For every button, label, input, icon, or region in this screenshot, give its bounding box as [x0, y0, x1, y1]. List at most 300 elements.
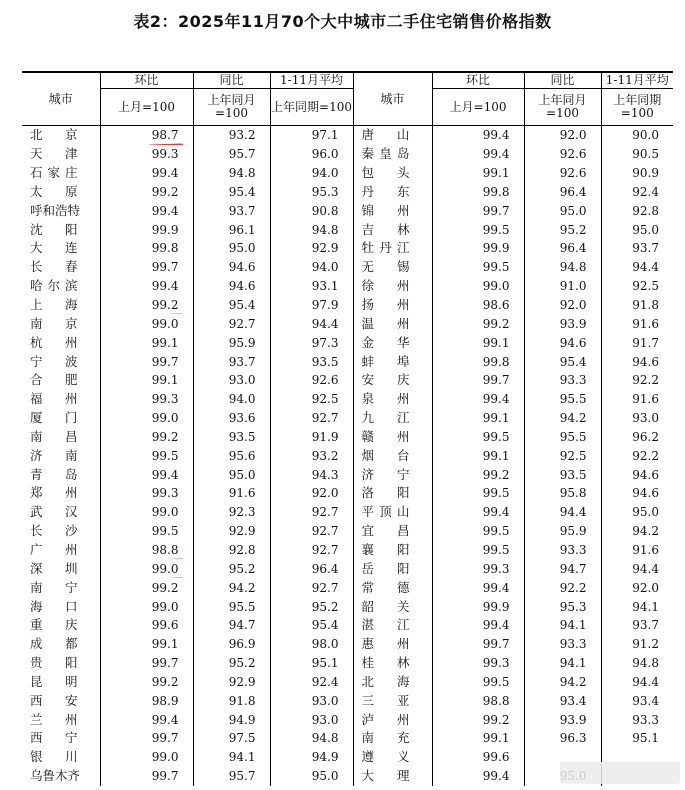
table-row	[22, 352, 673, 371]
cell-avg-left: 96.0	[270, 145, 353, 164]
cell-mom-left: 99.4	[100, 164, 193, 183]
cell-avg-left: 93.2	[270, 446, 353, 465]
cell-yoy-right: 95.3	[524, 597, 601, 616]
cell-avg-left: 95.1	[270, 654, 353, 673]
cell-city-left: 太 原	[30, 183, 78, 199]
cell-city-left: 合 肥	[30, 372, 78, 388]
cell-mom-right: 99.2	[432, 710, 524, 729]
cell-city-left: 宁 波	[30, 353, 78, 369]
cell-avg-left: 93.0	[270, 710, 353, 729]
cell-avg-left: 92.9	[270, 239, 353, 258]
cell-yoy-left: 94.1	[193, 748, 270, 767]
cell-city-right: 遵 义	[353, 748, 432, 767]
cell-mom-right: 99.1	[432, 446, 524, 465]
cell-mom-right: 99.8	[432, 352, 524, 371]
cell-city-right: 金 华	[353, 333, 432, 352]
cell-city-right: 桂 林	[353, 654, 432, 673]
cell-avg-left: 92.4	[270, 672, 353, 691]
cell-yoy-left: 94.9	[193, 710, 270, 729]
cell-yoy-left: 94.6	[193, 277, 270, 296]
cell-yoy-right: 96.4	[524, 183, 601, 202]
cell-yoy-right: 92.6	[524, 164, 601, 183]
cell-mom-right: 99.7	[432, 201, 524, 220]
cell-avg-left: 95.2	[270, 597, 353, 616]
cell-yoy-right: 95.4	[524, 352, 601, 371]
cell-city-left: 上 海	[30, 297, 78, 313]
cell-mom-left: 99.2	[100, 183, 193, 202]
table-row	[22, 654, 673, 673]
table-row	[22, 691, 673, 710]
cell-avg-right: 93.7	[601, 239, 673, 258]
table-row	[22, 314, 673, 333]
cell-yoy-left: 92.7	[193, 314, 270, 333]
table-row	[22, 390, 673, 409]
cell-avg-right: 91.2	[601, 635, 673, 654]
cell-mom-right: 99.6	[432, 748, 524, 767]
cell-yoy-right: 94.1	[524, 654, 601, 673]
cell-mom-right: 99.5	[432, 541, 524, 560]
cell-yoy-left: 95.4	[193, 183, 270, 202]
cell-yoy-right: 95.5	[524, 428, 601, 447]
cell-avg-left: 92.7	[270, 503, 353, 522]
cell-city-left: 厦 门	[30, 410, 78, 426]
cell-yoy-left: 96.9	[193, 635, 270, 654]
cell-yoy-right: 91.0	[524, 277, 601, 296]
cell-avg-left: 94.0	[270, 164, 353, 183]
cell-mom-left: 99.7	[100, 352, 193, 371]
cell-mom-right: 99.5	[432, 672, 524, 691]
watermark-overlay	[560, 762, 680, 784]
cell-city-right: 赣 州	[353, 428, 432, 447]
cell-avg-left: 92.7	[270, 578, 353, 597]
cell-avg-right: 93.7	[601, 616, 673, 635]
cell-avg-right: 91.6	[601, 314, 673, 333]
cell-avg-right: 96.2	[601, 428, 673, 447]
cell-mom-left	[100, 126, 193, 145]
cell-mom-left: 99.7	[100, 767, 193, 786]
header-mom-left: 环比	[100, 72, 193, 89]
cell-city-right: 惠 州	[353, 635, 432, 654]
cell-mom-right: 99.4	[432, 126, 524, 145]
cell-yoy-left: 95.5	[193, 597, 270, 616]
cell-yoy-right: 92.2	[524, 578, 601, 597]
cell-city-left: 深 圳	[30, 560, 78, 576]
cell-mom-left: 99.7	[100, 654, 193, 673]
table-row	[22, 428, 673, 447]
cell-avg-left: 97.3	[270, 333, 353, 352]
table-row	[22, 296, 673, 315]
cell-mom-left: 99.9	[100, 220, 193, 239]
cell-yoy-left: 93.0	[193, 371, 270, 390]
table-row	[22, 465, 673, 484]
cell-mom-left: 99.3	[100, 145, 193, 164]
cell-city-right: 常 德	[353, 578, 432, 597]
cell-city-left: 石家庄	[30, 165, 78, 181]
header-city-left: 城市	[22, 72, 100, 126]
cell-yoy-left: 95.7	[193, 145, 270, 164]
cell-city-left: 长 春	[30, 259, 78, 275]
cell-avg-right: 94.2	[601, 522, 673, 541]
cell-city-left: 杭 州	[30, 334, 78, 350]
cell-city-left: 西 宁	[30, 730, 78, 746]
cell-yoy-right: 95.0	[524, 201, 601, 220]
cell-city-right: 无 锡	[353, 258, 432, 277]
cell-avg-right: 94.6	[601, 465, 673, 484]
cell-yoy-left: 91.8	[193, 691, 270, 710]
cell-yoy-right: 94.2	[524, 409, 601, 428]
header-mom-sub-left: 上月=100	[100, 89, 193, 126]
cell-mom-right: 99.3	[432, 654, 524, 673]
table-row	[22, 371, 673, 390]
table-row	[22, 541, 673, 560]
cell-mom-left: 99.3	[100, 390, 193, 409]
cell-city-left: 北 京	[30, 127, 78, 143]
cell-mom-left: 99.2	[100, 578, 193, 597]
table-row	[22, 277, 673, 296]
cell-city-right: 秦皇岛	[353, 145, 432, 164]
cell-mom-right: 99.7	[432, 635, 524, 654]
table-row	[22, 220, 673, 239]
cell-avg-left: 91.9	[270, 428, 353, 447]
cell-mom-right: 99.5	[432, 220, 524, 239]
cell-yoy-right: 93.3	[524, 541, 601, 560]
cell-city-right: 洛 阳	[353, 484, 432, 503]
table-row	[22, 616, 673, 635]
table-title: 表2：2025年11月70个大中城市二手住宅销售价格指数	[133, 12, 552, 31]
cell-city-right: 济 宁	[353, 465, 432, 484]
cell-yoy-left: 92.3	[193, 503, 270, 522]
cell-mom-right: 99.2	[432, 465, 524, 484]
cell-yoy-left: 93.7	[193, 201, 270, 220]
cell-avg-right: 94.4	[601, 258, 673, 277]
cell-mom-left: 99.4	[100, 710, 193, 729]
cell-avg-right: 95.0	[601, 503, 673, 522]
cell-avg-right: 92.4	[601, 183, 673, 202]
cell-yoy-left: 97.5	[193, 729, 270, 748]
cell-city-left: 呼和浩特	[30, 202, 81, 218]
cell-avg-left: 97.9	[270, 296, 353, 315]
cell-avg-right: 93.0	[601, 409, 673, 428]
cell-yoy-left: 93.6	[193, 409, 270, 428]
cell-mom-right: 99.4	[432, 145, 524, 164]
cell-yoy-left: 95.0	[193, 239, 270, 258]
cell-avg-left: 94.8	[270, 220, 353, 239]
table-row	[22, 484, 673, 503]
cell-city-right: 丹 东	[353, 183, 432, 202]
cell-yoy-right: 95.2	[524, 220, 601, 239]
cell-avg-right: 90.5	[601, 145, 673, 164]
cell-mom-left: 99.5	[100, 522, 193, 541]
cell-yoy-left: 95.4	[193, 296, 270, 315]
table-row	[22, 164, 673, 183]
cell-city-left: 大 连	[30, 240, 78, 256]
cell-city-left: 哈尔滨	[30, 278, 78, 294]
table-row	[22, 710, 673, 729]
cell-avg-left: 92.7	[270, 522, 353, 541]
cell-yoy-left: 93.5	[193, 428, 270, 447]
cell-avg-right: 90.0	[601, 126, 673, 145]
cell-mom-left: 99.5	[100, 446, 193, 465]
cell-city-right: 扬 州	[353, 296, 432, 315]
header-mom-right: 环比	[432, 72, 524, 89]
cell-yoy-left: 95.9	[193, 333, 270, 352]
cell-mom-right: 98.6	[432, 296, 524, 315]
cell-city-right: 蚌 埠	[353, 352, 432, 371]
cell-city-right: 安 庆	[353, 371, 432, 390]
cell-city-right: 牡丹江	[353, 239, 432, 258]
cell-avg-left: 92.6	[270, 371, 353, 390]
table-row	[22, 729, 673, 748]
cell-yoy-left: 91.6	[193, 484, 270, 503]
cell-city-left: 昆 明	[30, 673, 78, 689]
cell-avg-left: 90.8	[270, 201, 353, 220]
cell-mom-right: 99.4	[432, 390, 524, 409]
cell-city-left: 天 津	[30, 146, 78, 162]
highlight-mark: 99.2	[151, 298, 179, 313]
cell-avg-right: 94.6	[601, 352, 673, 371]
table-row	[22, 201, 673, 220]
highlight-mark: 99.0	[151, 561, 179, 576]
cell-avg-right: 90.9	[601, 164, 673, 183]
table-row	[22, 635, 673, 654]
cell-mom-left: 99.0	[100, 314, 193, 333]
cell-city-right: 锦 州	[353, 201, 432, 220]
table-row	[22, 145, 673, 164]
cell-yoy-right: 93.9	[524, 314, 601, 333]
cell-avg-left: 92.0	[270, 484, 353, 503]
cell-city-right: 平顶山	[353, 503, 432, 522]
cell-avg-right: 91.8	[601, 296, 673, 315]
header-yoy-left: 同比	[193, 72, 270, 89]
cell-yoy-right: 93.3	[524, 635, 601, 654]
cell-avg-left: 94.4	[270, 314, 353, 333]
table-row	[22, 522, 673, 541]
price-index-table	[22, 71, 673, 786]
cell-avg-left: 93.1	[270, 277, 353, 296]
cell-mom-left: 99.2	[100, 672, 193, 691]
table-row	[22, 239, 673, 258]
cell-city-right: 徐 州	[353, 277, 432, 296]
cell-mom-right: 99.3	[432, 559, 524, 578]
cell-yoy-left: 92.8	[193, 541, 270, 560]
cell-yoy-right: 93.5	[524, 465, 601, 484]
cell-mom-left: 99.7	[100, 729, 193, 748]
cell-yoy-left: 93.2	[193, 126, 270, 145]
cell-mom-right: 99.4	[432, 616, 524, 635]
cell-avg-left: 97.1	[270, 126, 353, 145]
cell-mom-left: 99.6	[100, 616, 193, 635]
cell-city-left: 重 庆	[30, 617, 78, 633]
cell-mom-left	[100, 559, 193, 578]
cell-mom-right: 99.5	[432, 522, 524, 541]
cell-city-left: 青 岛	[30, 466, 78, 482]
cell-mom-left: 99.4	[100, 465, 193, 484]
cell-city-left: 银 川	[30, 749, 78, 765]
cell-yoy-left: 94.0	[193, 390, 270, 409]
cell-avg-right: 92.0	[601, 578, 673, 597]
table-row	[22, 503, 673, 522]
cell-mom-right: 99.9	[432, 597, 524, 616]
cell-avg-right: 93.4	[601, 691, 673, 710]
cell-mom-right: 99.4	[432, 578, 524, 597]
cell-mom-right: 99.1	[432, 333, 524, 352]
cell-yoy-left: 94.8	[193, 164, 270, 183]
header-avg-left: 1-11月平均	[270, 72, 353, 89]
cell-yoy-right: 92.6	[524, 145, 601, 164]
cell-mom-left: 99.8	[100, 239, 193, 258]
header-yoy-right: 同比	[524, 72, 601, 89]
cell-yoy-right: 94.8	[524, 258, 601, 277]
cell-yoy-left: 92.9	[193, 522, 270, 541]
cell-avg-right: 91.6	[601, 390, 673, 409]
cell-mom-left: 99.2	[100, 428, 193, 447]
table-row	[22, 559, 673, 578]
cell-mom-right: 99.5	[432, 258, 524, 277]
table-row	[22, 258, 673, 277]
cell-avg-left: 92.7	[270, 409, 353, 428]
cell-yoy-right: 95.8	[524, 484, 601, 503]
table-body	[22, 126, 673, 786]
cell-yoy-right: 92.5	[524, 446, 601, 465]
cell-avg-right: 92.5	[601, 277, 673, 296]
cell-city-right: 宜 昌	[353, 522, 432, 541]
cell-city-right: 泉 州	[353, 390, 432, 409]
cell-city-right: 唐 山	[353, 126, 432, 145]
header-yoy-sub-right: 上年同月=100	[524, 89, 601, 126]
cell-city-right: 三 亚	[353, 691, 432, 710]
cell-mom-left: 99.1	[100, 333, 193, 352]
cell-mom-left: 99.0	[100, 503, 193, 522]
header-city-right: 城市	[353, 72, 432, 126]
cell-mom-right: 99.5	[432, 428, 524, 447]
highlight-mark: 98.8	[151, 542, 179, 557]
cell-mom-right: 99.1	[432, 164, 524, 183]
cell-avg-left: 92.7	[270, 541, 353, 560]
cell-city-right: 岳 阳	[353, 559, 432, 578]
cell-mom-left: 99.3	[100, 484, 193, 503]
cell-mom-right: 99.1	[432, 409, 524, 428]
cell-mom-left: 98.9	[100, 691, 193, 710]
cell-mom-right: 99.5	[432, 484, 524, 503]
cell-city-left: 济 南	[30, 447, 78, 463]
cell-mom-right: 99.4	[432, 503, 524, 522]
cell-city-left: 长 沙	[30, 523, 78, 539]
cell-yoy-left: 93.7	[193, 352, 270, 371]
cell-city-left: 西 安	[30, 692, 78, 708]
cell-city-right: 九 江	[353, 409, 432, 428]
cell-avg-left: 95.3	[270, 183, 353, 202]
cell-city-left: 沈 阳	[30, 221, 78, 237]
cell-yoy-right: 94.4	[524, 503, 601, 522]
cell-avg-right: 94.6	[601, 484, 673, 503]
table-row	[22, 333, 673, 352]
cell-avg-left: 95.4	[270, 616, 353, 635]
cell-city-left: 武 汉	[30, 504, 78, 520]
cell-mom-right: 98.8	[432, 691, 524, 710]
header-avg-sub-right: 上年同期=100	[601, 89, 673, 126]
table-row	[22, 126, 673, 145]
cell-yoy-left: 96.1	[193, 220, 270, 239]
cell-city-right: 包 头	[353, 164, 432, 183]
cell-mom-left	[100, 541, 193, 560]
cell-mom-right: 99.2	[432, 314, 524, 333]
cell-avg-left: 98.0	[270, 635, 353, 654]
cell-yoy-right: 92.0	[524, 296, 601, 315]
cell-avg-left: 92.5	[270, 390, 353, 409]
cell-yoy-left: 95.2	[193, 654, 270, 673]
cell-avg-right: 95.1	[601, 729, 673, 748]
cell-city-right: 大 理	[353, 767, 432, 786]
cell-avg-right: 94.8	[601, 654, 673, 673]
cell-city-left: 乌鲁木齐	[30, 768, 81, 784]
cell-avg-left: 94.9	[270, 748, 353, 767]
cell-city-right: 襄 阳	[353, 541, 432, 560]
cell-yoy-right: 93.9	[524, 710, 601, 729]
cell-avg-right: 94.1	[601, 597, 673, 616]
cell-avg-left: 94.3	[270, 465, 353, 484]
cell-city-right: 北 海	[353, 672, 432, 691]
cell-city-left: 南 京	[30, 315, 78, 331]
cell-mom-right: 99.4	[432, 767, 524, 786]
cell-yoy-right: 95.9	[524, 522, 601, 541]
cell-mom-left: 99.4	[100, 201, 193, 220]
cell-city-left: 福 州	[30, 391, 78, 407]
table-header	[22, 72, 673, 126]
cell-yoy-right: 95.5	[524, 390, 601, 409]
cell-city-right: 泸 州	[353, 710, 432, 729]
cell-yoy-right: 96.3	[524, 729, 601, 748]
cell-city-right: 温 州	[353, 314, 432, 333]
table-row	[22, 446, 673, 465]
cell-mom-left: 99.0	[100, 409, 193, 428]
cell-avg-right: 94.4	[601, 559, 673, 578]
cell-city-left: 郑 州	[30, 485, 78, 501]
cell-yoy-right: 94.1	[524, 616, 601, 635]
cell-avg-right: 92.2	[601, 371, 673, 390]
cell-yoy-left: 95.0	[193, 465, 270, 484]
cell-city-left: 广 州	[30, 541, 78, 557]
cell-city-left: 南 昌	[30, 428, 78, 444]
cell-city-left: 贵 阳	[30, 655, 78, 671]
cell-yoy-left: 94.7	[193, 616, 270, 635]
cell-yoy-left: 94.2	[193, 578, 270, 597]
cell-mom-left: 99.0	[100, 748, 193, 767]
table-row	[22, 409, 673, 428]
cell-city-left: 海 口	[30, 598, 78, 614]
cell-city-left: 兰 州	[30, 711, 78, 727]
cell-mom-left: 99.1	[100, 635, 193, 654]
cell-avg-right: 94.4	[601, 672, 673, 691]
table-row	[22, 672, 673, 691]
cell-avg-left: 93.5	[270, 352, 353, 371]
header-mom-sub-right: 上月=100	[432, 89, 524, 126]
cell-city-left: 成 都	[30, 636, 78, 652]
table-row	[22, 597, 673, 616]
cell-avg-right: 92.8	[601, 201, 673, 220]
cell-yoy-right: 92.0	[524, 126, 601, 145]
cell-mom-left: 99.4	[100, 277, 193, 296]
cell-yoy-right: 93.4	[524, 691, 601, 710]
cell-yoy-right: 94.6	[524, 333, 601, 352]
header-avg-right: 1-11月平均	[601, 72, 673, 89]
cell-yoy-left: 95.2	[193, 559, 270, 578]
cell-yoy-right: 94.2	[524, 672, 601, 691]
cell-yoy-right: 94.7	[524, 559, 601, 578]
cell-avg-right: 93.3	[601, 710, 673, 729]
cell-city-right: 韶 关	[353, 597, 432, 616]
cell-city-right: 烟 台	[353, 446, 432, 465]
cell-avg-right: 92.2	[601, 446, 673, 465]
